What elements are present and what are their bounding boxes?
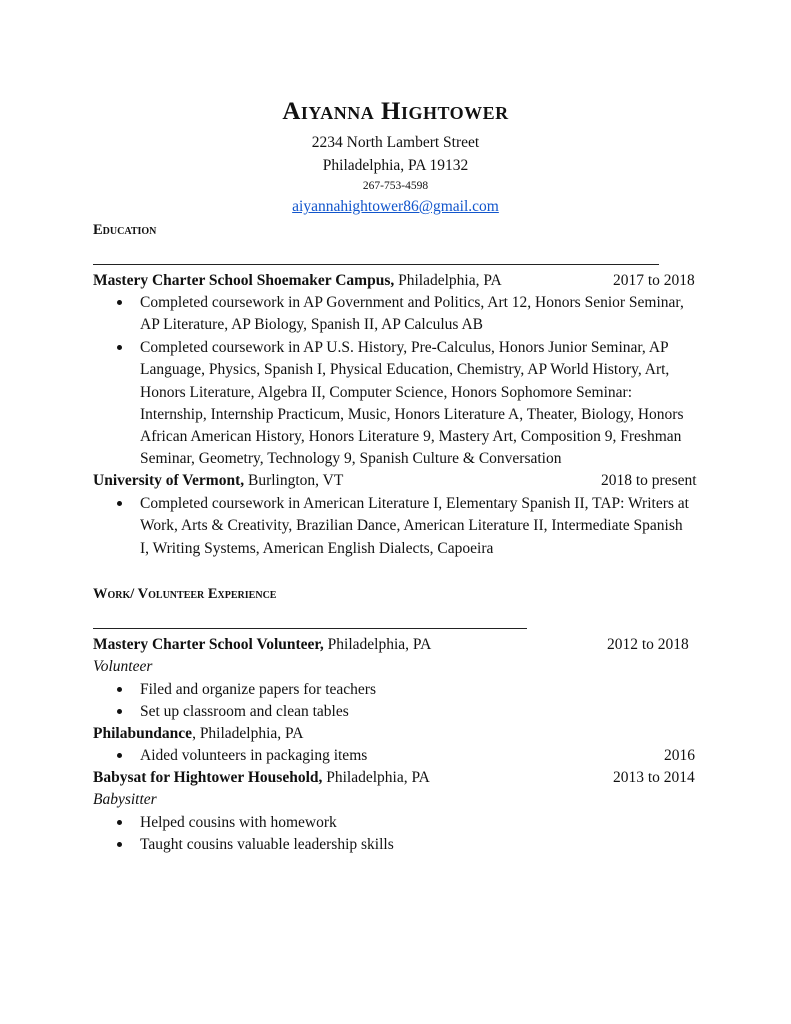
bullet-dot [117, 345, 122, 350]
education-bullet: Completed coursework in American Literature I, Elementary Spanish II, TAP: Writers at Work, Arts & Creativity, Brazilian Dance, American Literature II, Intermediate Spanish I, Writing Systems, American English Dialects, Capoeira [140, 495, 689, 557]
experience-role: Volunteer [93, 658, 153, 675]
experience-entry-1-title [93, 634, 431, 656]
school-location: Burlington, VT [244, 472, 344, 489]
school-location: Philadelphia, PA [394, 272, 502, 289]
bullet-dot [117, 753, 122, 758]
organization-name: Babysat for Hightower Household, [93, 769, 323, 786]
bullet-dot [117, 842, 122, 847]
bullet-dot [117, 820, 122, 825]
education-entry-2-title [93, 470, 343, 492]
bullet-dot [117, 709, 122, 714]
school-name: Mastery Charter School Shoemaker Campus, [93, 272, 395, 289]
organization-name: Philabundance [93, 725, 193, 742]
bullet-dot [117, 300, 122, 305]
bullet-dot [117, 687, 122, 692]
organization-name: Mastery Charter School Volunteer, [93, 636, 324, 653]
school-dates: 2017 to 2018 [613, 272, 695, 289]
experience-dates: 2016 [664, 747, 695, 764]
email-link[interactable]: aiyannahightower86@gmail.com [292, 198, 499, 215]
experience-bullet: Set up classroom and clean tables [140, 703, 349, 720]
address-line-1: 2234 North Lambert Street [311, 134, 480, 151]
experience-heading: Work/ Volunteer Experience [93, 586, 277, 602]
experience-bullet: Taught cousins valuable leadership skills [140, 836, 394, 853]
organization-location: , Philadelphia, PA [192, 725, 304, 742]
education-bullet: Completed coursework in AP Government and Politics, Art 12, Honors Senior Seminar, AP Literature, AP Biology, Spanish II, AP Calculus AB [140, 294, 684, 334]
experience-divider [93, 628, 527, 629]
bullet-dot [117, 501, 122, 506]
education-bullet: Completed coursework in AP U.S. History, Pre-Calculus, Honors Junior Seminar, AP Language, Physics, Spanish I, Physical Education, Chemistry, AP World History, Art, Honors Literature, Algebra II, Computer Science, Honors Sophomore Seminar: Internship, Internship Practicum, Music, Honors Literature A, Theater, Biology, Honors African American History, Honors Literature 9, Mastery Art, Composition 9, Freshman Seminar, Geometry, Technology 9, Spanish Culture & Conversation [140, 339, 684, 468]
experience-role: Babysitter [93, 791, 157, 808]
school-dates: 2018 to present [601, 472, 697, 489]
experience-bullet: Helped cousins with homework [140, 814, 337, 831]
education-entry-1-title [93, 270, 502, 292]
experience-dates: 2013 to 2014 [613, 769, 695, 786]
experience-entry-2-title [93, 723, 303, 745]
address-line-2: Philadelphia, PA 19132 [322, 157, 469, 174]
experience-entry-3-title [93, 767, 430, 789]
experience-dates: 2012 to 2018 [607, 636, 689, 653]
experience-bullet: Filed and organize papers for teachers [140, 681, 376, 698]
experience-bullet: Aided volunteers in packaging items [140, 747, 368, 764]
education-heading: Education [93, 222, 157, 238]
phone-number: 267-753-4598 [362, 180, 429, 192]
resume-name: Aiyanna Hightower [282, 98, 509, 125]
school-name: University of Vermont, [93, 472, 245, 489]
organization-location: Philadelphia, PA [323, 636, 432, 653]
education-divider [93, 264, 659, 265]
organization-location: Philadelphia, PA [322, 769, 430, 786]
